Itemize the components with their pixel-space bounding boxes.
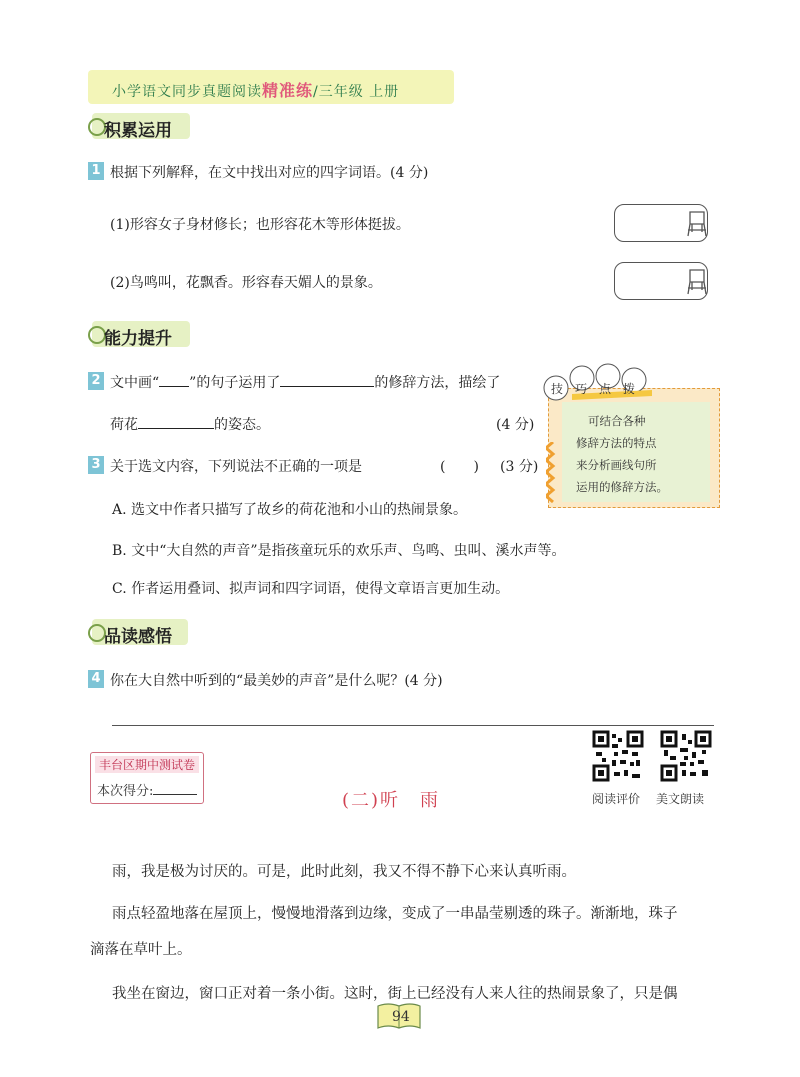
question-2-line-2: 荷花 的姿态。 — [110, 417, 270, 433]
section-title-appreciate: 品读感悟 — [104, 627, 172, 647]
passage-paragraph: 滴落在草叶上。 — [90, 942, 192, 958]
book-brand: 精准练 — [262, 81, 314, 100]
tip-line: 运用的修辞方法。 — [576, 480, 668, 494]
passage-title: (二)听 雨 — [342, 790, 441, 811]
book-series: 小学语文同步真题阅读 — [112, 84, 262, 100]
answer-paren[interactable]: ( ) — [440, 459, 479, 475]
question-number-1: 1 — [88, 162, 104, 180]
section-title-ability: 能力提升 — [104, 329, 172, 349]
chair-icon — [686, 210, 710, 238]
qr-code-icon[interactable] — [592, 730, 644, 782]
tip-line: 可结合各种 — [588, 414, 646, 428]
blank-posture[interactable] — [138, 428, 214, 429]
book-grade: /三年级 上册 — [313, 84, 400, 100]
question-2-line-1: 文中画“ ”的句子运用了 的修辞方法，描绘了 — [110, 375, 501, 391]
question-number-3: 3 — [88, 456, 104, 474]
book-title — [112, 78, 399, 101]
tip-text — [576, 410, 668, 498]
passage-paragraph: 我坐在窗边，窗口正对着一条小街。这时，街上已经没有人来人往的热闹景象了，只是偶 — [112, 986, 678, 1002]
question-1-item-2: (2)鸟鸣叫，花飘香。形容春天媚人的景象。 — [110, 275, 382, 291]
score-field[interactable]: 本次得分: — [97, 780, 197, 799]
tip-line: 来分析画线句所 — [576, 458, 657, 472]
qr-label-reading: 美文朗读 — [656, 792, 705, 806]
question-4-text: 你在大自然中听到的“最美妙的声音”是什么呢？(4 分) — [110, 673, 443, 689]
qr-code-icon[interactable] — [660, 730, 712, 782]
tip-badge-label: 技巧点拨 — [551, 382, 648, 396]
page-number: 94 — [392, 1009, 410, 1025]
blank-underline[interactable] — [159, 386, 189, 387]
section-title-accumulate: 积累运用 — [104, 121, 172, 141]
answer-line — [112, 725, 714, 726]
option-c[interactable]: C. 作者运用叠词、拟声词和四字词语，使得文章语言更加生动。 — [112, 581, 510, 597]
question-1-item-1: (1)形容女子身材修长；也形容花木等形体挺拔。 — [110, 217, 410, 233]
qr-label-review: 阅读评价 — [592, 792, 641, 806]
option-b[interactable]: B. 文中“大自然的声音”是指孩童玩乐的欢乐声、鸟鸣、虫叫、溪水声等。 — [112, 543, 566, 559]
passage-paragraph: 雨点轻盈地落在屋顶上，慢慢地滑落到边缘，变成了一串晶莹剔透的珠子。渐渐地，珠子 — [112, 906, 678, 922]
question-number-2: 2 — [88, 372, 104, 390]
question-2-score: (4 分) — [496, 417, 535, 433]
exam-title: 丰台区期中测试卷 — [95, 756, 199, 773]
zigzag-decoration — [546, 442, 560, 504]
blank-rhetoric[interactable] — [280, 386, 374, 387]
question-1-text: 根据下列解释，在文中找出对应的四字词语。(4 分) — [110, 165, 429, 181]
question-3-score: (3 分) — [500, 459, 539, 475]
tip-line: 修辞方法的特点 — [576, 436, 657, 450]
passage-paragraph: 雨，我是极为讨厌的。可是，此时此刻，我又不得不静下心来认真听雨。 — [112, 864, 576, 880]
chair-icon — [686, 268, 710, 296]
option-a[interactable]: A. 选文中作者只描写了故乡的荷花池和小山的热闹景象。 — [112, 502, 468, 518]
question-number-4: 4 — [88, 670, 104, 688]
question-3-text: 关于选文内容，下列说法不正确的一项是 — [110, 459, 362, 475]
